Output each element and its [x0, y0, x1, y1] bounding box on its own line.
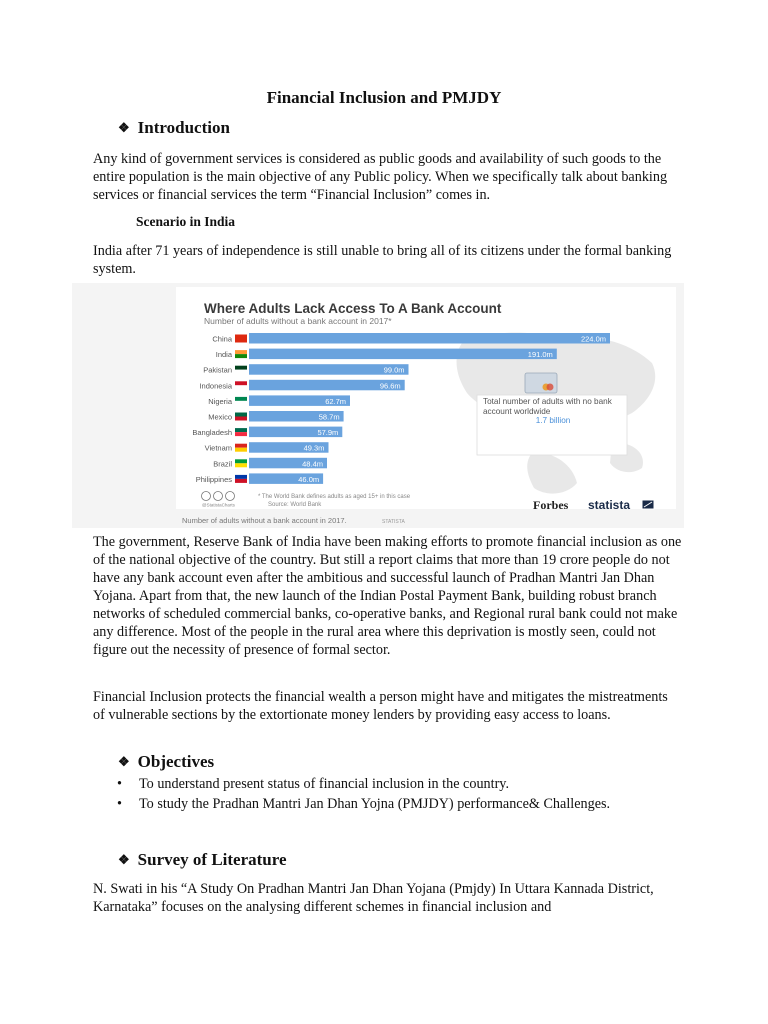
scenario-subheading: Scenario in India [136, 214, 236, 229]
objectives-heading-text: Objectives [137, 752, 215, 771]
diamond-bullet-icon: ❖ [118, 120, 130, 135]
flag-icon-pakistan [235, 366, 247, 374]
category-label-indonesia: Indonesia [199, 381, 232, 391]
chart-caption: Number of adults without a bank account in 2017. [182, 516, 347, 525]
forbes-logo: Forbes [533, 498, 569, 512]
value-label-mexico: 58.7m [318, 412, 340, 422]
objective-item: • To understand present status of financial inclusion in the country. [93, 774, 693, 794]
flag-icon-brazil [235, 459, 247, 467]
credit-card-icon [525, 373, 557, 393]
objectives-heading [118, 752, 214, 772]
chart-subtitle: Number of adults without a bank account in 2017* [204, 316, 392, 326]
value-label-vietnam: 49.3m [303, 443, 325, 453]
statista-logo-icon [642, 500, 654, 509]
category-label-philippines: Philippines [195, 474, 232, 484]
value-label-indonesia: 96.6m [379, 381, 401, 391]
callout-text: Total number of adults with no bank account worldwide [483, 397, 612, 416]
government-paragraph: The government, Reserve Bank of India have been making efforts to promote financial inclusion as one of the national objective of the country. But still a report claims that more than 19 crore people do not have any bank account even after the ambitious and successful launch of Pradhan Mantri Jan Dhan Yojana. Apart from that, the new launch of the Indian Postal Payment Bank, building robust branch networks of scheduled commercial banks, co-operative banks, and Regional rural bank could not make any difference. Most of the people in the rural area where this deprivation is mostly seen, could not figure out the necessity of presence of formal sector. [93, 534, 682, 658]
value-label-brazil: 48.4m [302, 459, 324, 469]
scenario-paragraph: India after 71 years of independence is still unable to bring all of its citizens under the formal banking system. [93, 243, 672, 277]
flag-icon-nigeria [235, 397, 247, 405]
category-label-bangladesh: Bangladesh [192, 428, 232, 438]
chart-footnote: * The World Bank defines adults as aged 15+ in this case [258, 494, 411, 500]
objectives-list [93, 774, 693, 814]
flag-icon-philippines [235, 475, 247, 483]
value-label-pakistan: 99.0m [383, 365, 405, 375]
introduction-heading [118, 118, 230, 138]
value-label-nigeria: 62.7m [325, 396, 347, 406]
category-label-nigeria: Nigeria [208, 396, 232, 406]
survey-heading [118, 850, 287, 870]
chart-credit: @StatistaCharts [202, 502, 235, 508]
value-label-india: 191.0m [527, 350, 553, 360]
value-label-philippines: 46.0m [298, 474, 320, 484]
category-label-mexico: Mexico [208, 412, 232, 422]
category-label-brazil: Brazil [213, 459, 232, 469]
value-label-bangladesh: 57.9m [317, 428, 339, 438]
chart-svg [72, 283, 684, 528]
chart-caption-brand: STATISTA [382, 519, 405, 525]
category-label-vietnam: Vietnam [204, 443, 232, 453]
category-label-india: India [215, 350, 232, 360]
chart-title: Where Adults Lack Access To A Bank Account [204, 301, 502, 316]
page-title: Financial Inclusion and PMJDY [266, 88, 502, 107]
objective-item: • To study the Pradhan Mantri Jan Dhan Yojna (PMJDY) performance& Challenges. [93, 794, 693, 814]
category-label-pakistan: Pakistan [203, 365, 232, 375]
bar-china [249, 333, 610, 344]
callout-foreign [483, 397, 623, 453]
protection-paragraph: Financial Inclusion protects the financial wealth a person might have and mitigates the mistreatments of vulnerable sections by the extortionate money lenders by providing easy access to loans. [93, 689, 668, 723]
survey-heading-text: Survey of Literature [137, 850, 287, 869]
flag-icon-indonesia [235, 381, 247, 389]
diamond-bullet-icon: ❖ [118, 852, 130, 867]
statista-logo: statista [588, 498, 631, 512]
bank-account-chart [72, 283, 684, 528]
introduction-paragraph: Any kind of government services is considered as public goods and availability of such goods to the entire population is the main objective of any Public policy. When we specifically talk about banking services or financial services the term “Financial Inclusion” comes in. [93, 151, 668, 203]
flag-icon-china [235, 335, 247, 343]
flag-icon-vietnam [235, 444, 247, 452]
callout-value: 1.7 billion [535, 416, 571, 425]
survey-paragraph: N. Swati in his “A Study On Pradhan Mantri Jan Dhan Yojana (Pmjdy) In Uttara Kannada District, Karnataka” focuses on the analysing different schemes in financial inclusion and [93, 881, 654, 915]
introduction-heading-text: Introduction [137, 118, 230, 137]
chart-source: Source: World Bank [268, 502, 322, 508]
bar-india [249, 349, 557, 360]
diamond-bullet-icon: ❖ [118, 754, 130, 769]
flag-icon-india [235, 350, 247, 358]
value-label-china: 224.0m [580, 334, 606, 344]
flag-icon-bangladesh [235, 428, 247, 436]
flag-icon-mexico [235, 413, 247, 421]
category-label-china: China [212, 334, 232, 344]
